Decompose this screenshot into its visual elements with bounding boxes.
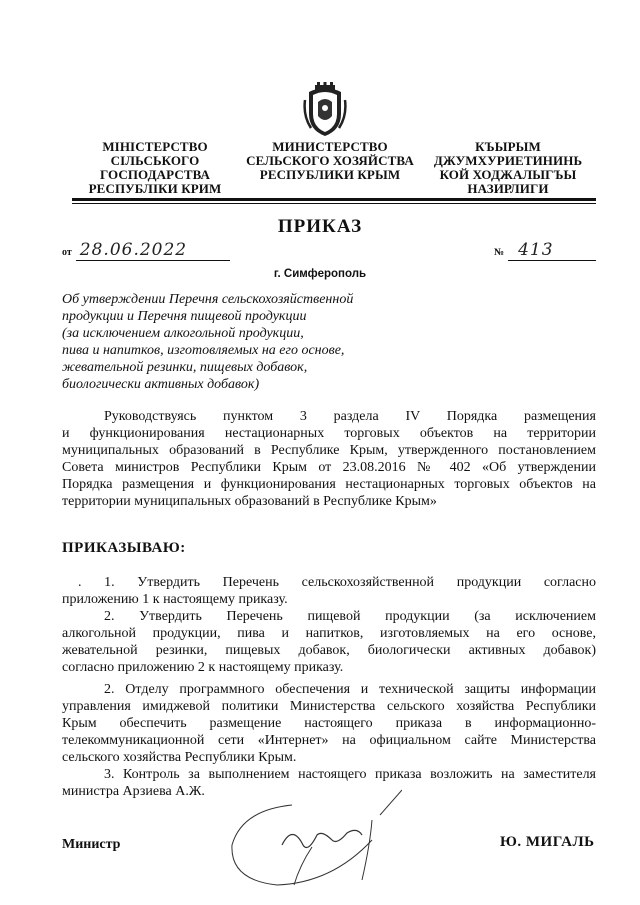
preamble-line: муниципальных образований в Республике Крым, утвержденного постановлением <box>62 443 596 458</box>
header-divider-thick <box>72 198 596 201</box>
item-line: приложению 1 к настоящему приказу. <box>62 592 288 607</box>
item-line: согласно приложению 2 к настоящему приказу. <box>62 660 344 675</box>
header-line: МИНИСТЕРСТВО <box>272 139 388 154</box>
preamble-line: Руководствуясь пунктом 3 раздела IV Порядка размещения <box>104 409 596 424</box>
subject-line: Об утверждении Перечня сельскохозяйственной <box>62 292 354 307</box>
header-line: СІЛЬСЬКОГО <box>110 153 200 168</box>
preamble-line: и функционирования нестационарных торговых объектов на территории <box>62 426 596 441</box>
city: г. Симферополь <box>273 268 367 280</box>
preamble-line: территории муниципальных образований в Республике Крым» <box>62 494 437 509</box>
item-line: алкогольной продукции, пива и напитков, изготовляемых на его основе, <box>62 626 596 641</box>
item-line: жевательной резинки, пищевых добавок, биологически активных добавок) <box>62 643 596 658</box>
item-line: . 1. Утвердить Перечень сельскохозяйственной продукции согласно <box>78 575 596 590</box>
number-prefix: № <box>494 247 505 258</box>
handwritten-signature <box>222 785 402 895</box>
date-field <box>62 240 242 261</box>
preamble-line: Совета министров Республики Крым от 23.08.2016 № 402 «Об утверждении <box>62 460 596 475</box>
subject-line: продукции и Перечня пищевой продукции <box>62 309 307 324</box>
header-line: РЕСПУБЛИКИ КРЫМ <box>259 167 401 182</box>
document-title: ПРИКАЗ <box>277 216 363 237</box>
order-word: ПРИКАЗЫВАЮ: <box>62 540 186 556</box>
subject-line: биологически активных добавок) <box>62 377 260 392</box>
header-line: НАЗИРЛИГИ <box>467 181 549 196</box>
header-line: ГОСПОДАРСТВА <box>99 167 211 182</box>
item-line: управления имиджевой политики Министерства сельского хозяйства Республики <box>62 699 596 714</box>
item-line: 2. Утвердить Перечень пищевой продукции (за исключением <box>104 609 596 624</box>
header-divider-thin <box>72 203 596 204</box>
header-line: ДЖУМХУРИЕТИНИНЬ <box>433 153 583 168</box>
date-prefix: от <box>62 247 72 258</box>
number-value: 413 <box>508 240 596 261</box>
document-subject <box>62 291 353 393</box>
header-russian <box>245 140 415 182</box>
item-line: 2. Отделу программного обеспечения и технической защиты информации <box>104 682 596 697</box>
header-line: КЪЫРЫМ <box>475 139 541 154</box>
number-field <box>494 240 604 261</box>
signer-title: Министр <box>62 837 121 852</box>
item-line: Крым обеспечить размещение настоящего приказа в информационно- <box>62 716 596 731</box>
coat-of-arms-emblem <box>301 82 349 138</box>
header-line: СЕЛЬСКОГО ХОЗЯЙСТВА <box>246 153 414 168</box>
preamble-line: Порядка размещения и функционирования нестационарных торговых объектов на <box>62 477 596 492</box>
subject-line: пива и напитков, изготовляемых на его основе, <box>62 343 345 358</box>
header-line: РЕСПУБЛІКИ КРИМ <box>88 181 222 196</box>
header-line: МІНІСТЕРСТВО <box>102 139 208 154</box>
signer-name: Ю. МИГАЛЬ <box>500 834 595 850</box>
item-line: министра Арзиева А.Ж. <box>62 784 205 799</box>
header-line: КОЙ ХОДЖАЛЫГЪЫ <box>439 167 577 182</box>
subject-line: (за исключением алкогольной продукции, <box>62 326 304 341</box>
item-line: телекоммуникационной сети «Интернет» на официальном сайте Министерства <box>62 733 596 748</box>
item-line: сельского хозяйства Республики Крым. <box>62 750 297 765</box>
header-ukrainian <box>80 140 230 196</box>
item-line: 3. Контроль за выполнением настоящего приказа возложить на заместителя <box>104 767 596 782</box>
subject-line: жевательной резинки, пищевых добавок, <box>62 360 308 375</box>
header-crimean-tatar <box>418 140 598 196</box>
date-value: 28.06.2022 <box>76 240 230 261</box>
